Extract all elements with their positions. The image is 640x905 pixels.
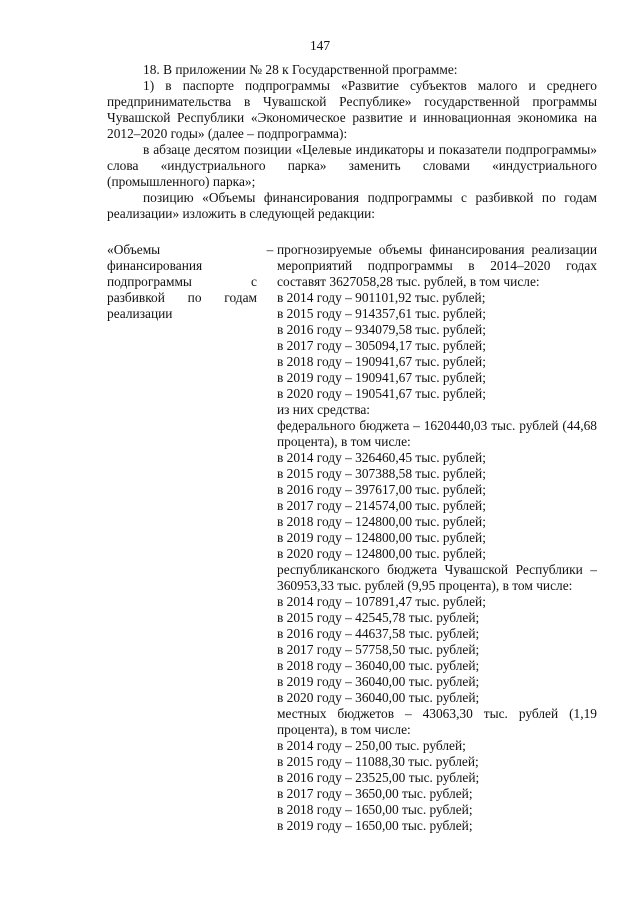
year-amount-line: в 2020 году – 190541,67 тыс. рублей; — [277, 386, 486, 401]
year-amount-line: в 2015 году – 11088,30 тыс. рублей; — [277, 754, 479, 769]
local-years-list — [277, 738, 597, 834]
year-amount-line: в 2020 году – 36040,00 тыс. рублей; — [277, 690, 480, 705]
year-amount-line: в 2014 году – 326460,45 тыс. рублей; — [277, 450, 486, 465]
year-amount-line: в 2017 году – 3650,00 тыс. рублей; — [277, 786, 473, 801]
year-amount-line: в 2017 году – 214574,00 тыс. рублей; — [277, 498, 486, 513]
total-years-list — [277, 290, 597, 402]
sources-label: из них средства: — [277, 402, 371, 417]
year-amount-line: в 2016 году – 934079,58 тыс. рублей; — [277, 322, 486, 337]
total-funding-text: прогнозируемые объемы финансирования реализации мероприятий подпрограммы в 2014–2020 годах составят 3627058,28 тыс. рублей, в том числе: — [277, 242, 597, 289]
year-amount-line: в 2020 году – 124800,00 тыс. рублей; — [277, 546, 486, 561]
amendment-item-heading: 18. В приложении № 28 к Государственной программе: — [143, 62, 458, 77]
year-amount-line: в 2019 году – 1650,00 тыс. рублей; — [277, 818, 473, 833]
year-amount-line: в 2016 году – 44637,58 тыс. рублей; — [277, 626, 480, 641]
amendment-funding-paragraph: позицию «Объемы финансирования подпрограммы с разбивкой по годам реализации» изложить в следующей редакции: — [107, 190, 597, 221]
year-amount-line: в 2017 году – 305094,17 тыс. рублей; — [277, 338, 486, 353]
year-amount-line: в 2014 году – 250,00 тыс. рублей; — [277, 738, 466, 753]
position-dash: – — [266, 242, 274, 257]
local-budget-text: местных бюджетов – 43063,30 тыс. рублей (1,19 процента), в том числе: — [277, 706, 597, 737]
year-amount-line: в 2019 году – 36040,00 тыс. рублей; — [277, 674, 480, 689]
federal-budget-text: федерального бюджета – 1620440,03 тыс. рублей (44,68 процента), в том числе: — [277, 418, 597, 449]
amendment-indicators-paragraph: в абзаце десятом позиции «Целевые индикаторы и показатели подпрограммы» слова «индустриального парка» заменить словами «индустриального (промышленного) парка»; — [107, 142, 597, 189]
year-amount-line: в 2017 году – 57758,50 тыс. рублей; — [277, 642, 480, 657]
year-amount-line: в 2018 году – 1650,00 тыс. рублей; — [277, 802, 473, 817]
position-label: «Объемы финансирования подпрограммы с разбивкой по годам реализации — [107, 242, 257, 321]
year-amount-line: в 2014 году – 901101,92 тыс. рублей; — [277, 290, 486, 305]
year-amount-line: в 2018 году – 36040,00 тыс. рублей; — [277, 658, 480, 673]
amendment-passport-paragraph: 1) в паспорте подпрограммы «Развитие субъектов малого и среднего предпринимательства в Чувашской Республике» государственной программы Чувашской Республики «Экономическое развитие и инновационная экономика на 2012–2020 годы» (далее – подпрограмма): — [107, 78, 597, 141]
amendment-intro — [107, 62, 597, 222]
federal-years-list — [277, 450, 597, 562]
page-number: 147 — [309, 38, 331, 53]
year-amount-line: в 2019 году – 190941,67 тыс. рублей; — [277, 370, 486, 385]
position-value — [277, 242, 597, 834]
year-amount-line: в 2015 году – 42545,78 тыс. рублей; — [277, 610, 480, 625]
year-amount-line: в 2019 году – 124800,00 тыс. рублей; — [277, 530, 486, 545]
year-amount-line: в 2018 году – 190941,67 тыс. рублей; — [277, 354, 486, 369]
year-amount-line: в 2015 году – 914357,61 тыс. рублей; — [277, 306, 486, 321]
year-amount-line: в 2016 году – 397617,00 тыс. рублей; — [277, 482, 486, 497]
year-amount-line: в 2015 году – 307388,58 тыс. рублей; — [277, 466, 486, 481]
republic-years-list — [277, 594, 597, 706]
year-amount-line: в 2014 году – 107891,47 тыс. рублей; — [277, 594, 486, 609]
year-amount-line: в 2016 году – 23525,00 тыс. рублей; — [277, 770, 480, 785]
republic-budget-text: республиканского бюджета Чувашской Республики – 360953,33 тыс. рублей (9,95 процента), в том числе: — [277, 562, 597, 593]
year-amount-line: в 2018 году – 124800,00 тыс. рублей; — [277, 514, 486, 529]
